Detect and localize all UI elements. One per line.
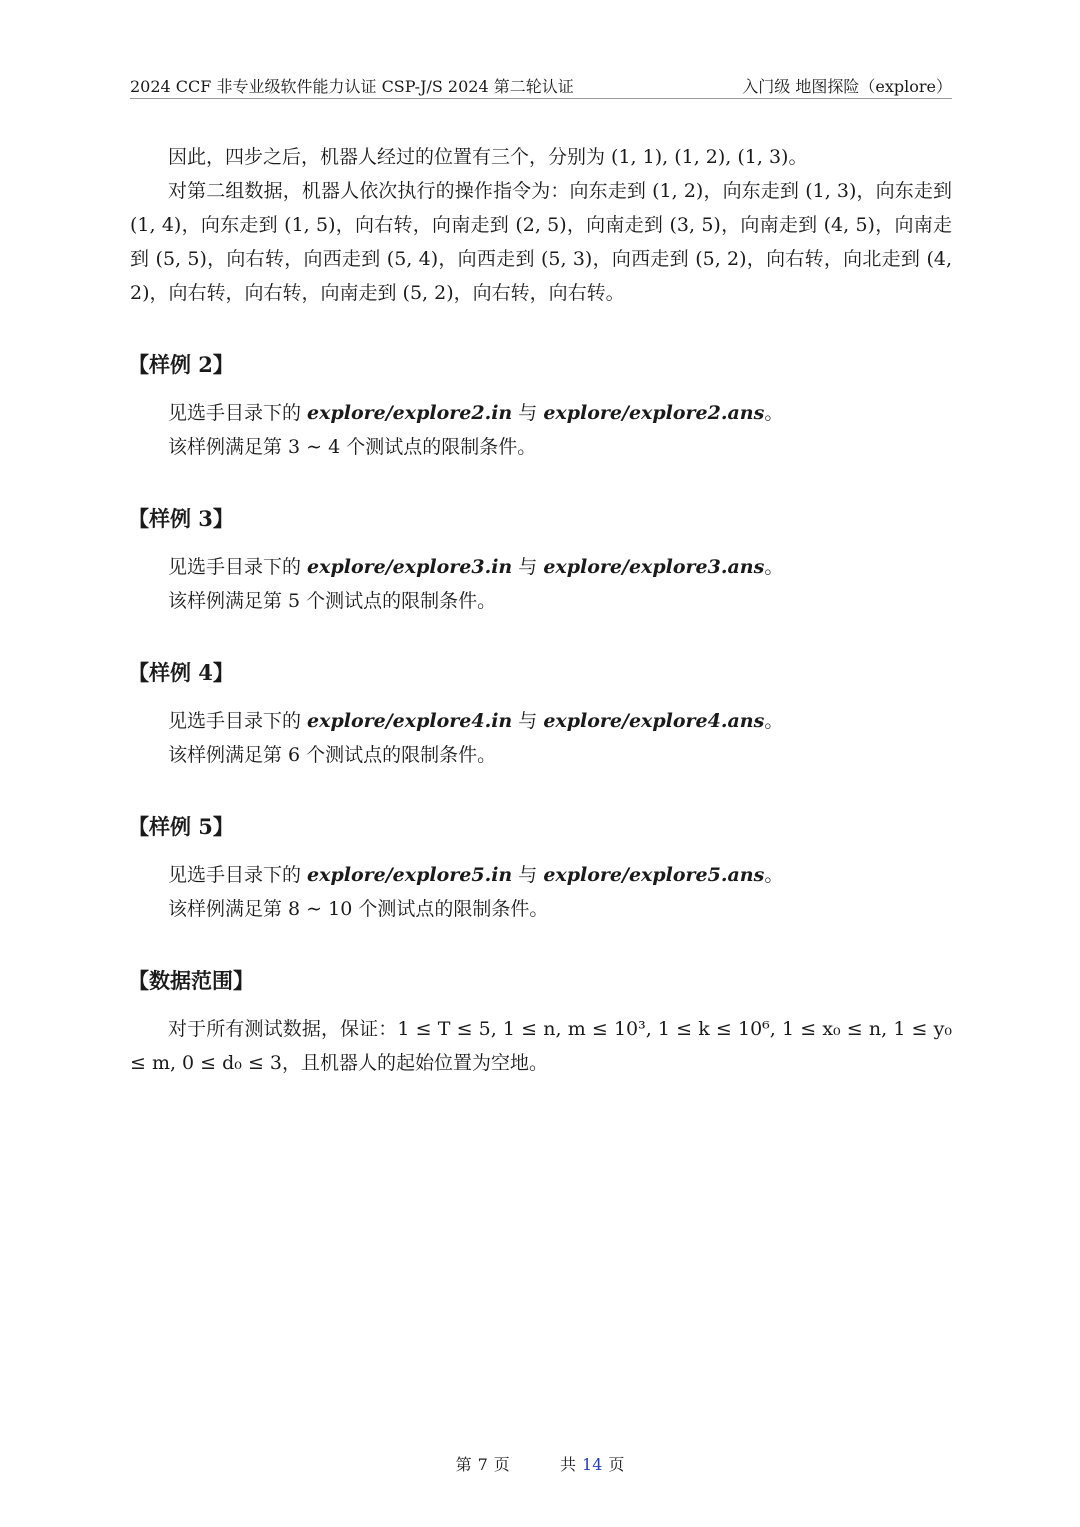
sample-3-prefix: 见选手目录下的 (168, 556, 308, 578)
sample-3-files (168, 550, 952, 584)
sample-2-connector: 与 (512, 402, 544, 424)
paragraph-1: 因此，四步之后，机器人经过的位置有三个，分别为 (1, 1), (1, 2), (1, 3)。 (168, 146, 808, 168)
sample-3-title: 【样例 3】 (128, 506, 234, 531)
sample-4-section (130, 656, 952, 772)
sample-2-title: 【样例 2】 (128, 352, 234, 377)
page-content (130, 140, 952, 1080)
sample-4-title: 【样例 4】 (128, 660, 234, 685)
sample-4-files (168, 704, 952, 738)
sample-4-file-ans: explore/explore4.ans (543, 710, 765, 732)
sample-4-suffix: 。 (764, 710, 784, 732)
page-footer (0, 1452, 1080, 1475)
sample-5-file-in: explore/explore5.in (307, 864, 513, 886)
sample-4-prefix: 见选手目录下的 (168, 710, 308, 732)
sample-5-desc: 该样例满足第 8 ∼ 10 个测试点的限制条件。 (168, 898, 549, 920)
sample-3-file-ans: explore/explore3.ans (543, 556, 765, 578)
header-left-title: 2024 CCF 非专业级软件能力认证 CSP-J/S 2024 第二轮认证 (130, 77, 574, 96)
sample-5-title: 【样例 5】 (128, 814, 234, 839)
footer-page-prefix: 第 (455, 1455, 472, 1474)
footer-total-prefix: 共 (560, 1455, 577, 1474)
sample-2-file-in: explore/explore2.in (307, 402, 513, 424)
sample-5-section (130, 810, 952, 926)
footer-total-pages: 14 (582, 1455, 603, 1474)
header-right-title: 入门级 地图探险（explore） (742, 77, 952, 96)
data-range-text: 对于所有测试数据，保证：1 ≤ T ≤ 5, 1 ≤ n, m ≤ 10³, 1 ≤ k ≤ 10⁶, 1 ≤ x₀ ≤ n, 1 ≤ y₀ ≤ m, 0 ≤ d₀ ≤ 3，且机器人的起始位置为空地。 (130, 1018, 952, 1074)
footer-total-suffix: 页 (608, 1455, 625, 1474)
sample-3-desc: 该样例满足第 5 个测试点的限制条件。 (168, 590, 497, 612)
sample-3-section (130, 502, 952, 618)
sample-2-section (130, 348, 952, 464)
sample-5-file-ans: explore/explore5.ans (543, 864, 765, 886)
sample-3-connector: 与 (512, 556, 544, 578)
sample-2-desc: 该样例满足第 3 ∼ 4 个测试点的限制条件。 (168, 436, 537, 458)
sample-4-connector: 与 (512, 710, 544, 732)
paragraph-2: 对第二组数据，机器人依次执行的操作指令为：向东走到 (1, 2)，向东走到 (1, 3)，向东走到 (1, 4)，向东走到 (1, 5)，向右转，向南走到 (2, 5)，向南走到 (3, 5)，向南走到 (4, 5)，向南走到 (5, 5)，向右转，向西走到 (5, 4)，向西走到 (5, 3)，向西走到 (5, 2)，向右转，向北走到 (4, 2)，向右转，向右转，向南走到 (5, 2)，向右转，向右转。 (130, 180, 952, 304)
sample-2-file-ans: explore/explore2.ans (543, 402, 765, 424)
footer-page-suffix: 页 (493, 1455, 510, 1474)
sample-4-file-in: explore/explore4.in (307, 710, 513, 732)
sample-5-connector: 与 (512, 864, 544, 886)
sample-4-desc: 该样例满足第 6 个测试点的限制条件。 (168, 744, 497, 766)
sample-2-files (168, 396, 952, 430)
sample-5-suffix: 。 (764, 864, 784, 886)
sample-3-file-in: explore/explore3.in (307, 556, 513, 578)
sample-5-prefix: 见选手目录下的 (168, 864, 308, 886)
page-header (130, 70, 952, 99)
sample-2-prefix: 见选手目录下的 (168, 402, 308, 424)
sample-2-suffix: 。 (764, 402, 784, 424)
data-range-section (130, 964, 952, 1080)
sample-3-suffix: 。 (764, 556, 784, 578)
footer-page-number: 7 (477, 1455, 488, 1474)
sample-5-files (168, 858, 952, 892)
data-range-title: 【数据范围】 (128, 968, 254, 993)
